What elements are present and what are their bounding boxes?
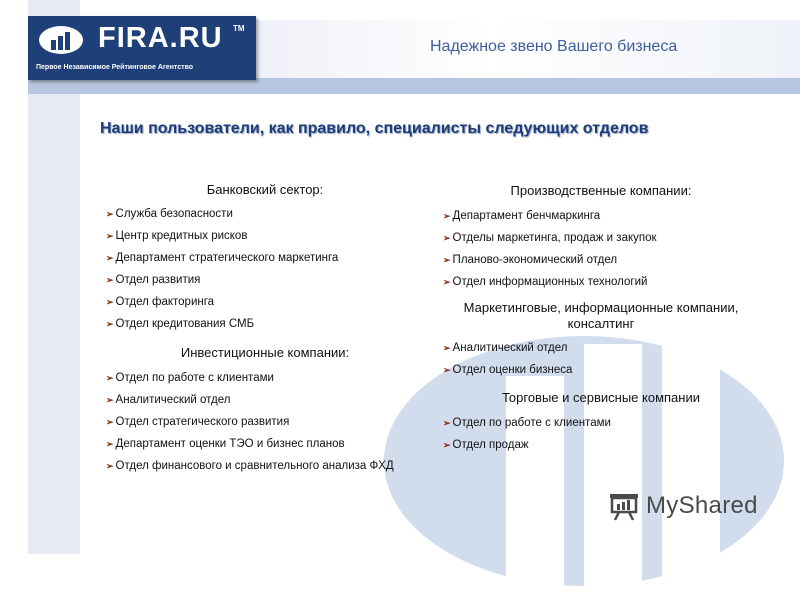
arrow-bullet-icon: ➢ [106, 231, 114, 241]
watermark-bar [662, 316, 720, 596]
list-item: ➢ Отдел развития [106, 274, 201, 286]
arrow-bullet-icon: ➢ [106, 461, 114, 471]
list-item: ➢ Отдел по работе с клиентами [106, 372, 274, 384]
arrow-bullet-icon: ➢ [106, 439, 114, 449]
arrow-bullet-icon: ➢ [443, 277, 451, 287]
header-slogan: Надежное звено Вашего бизнеса [430, 38, 678, 55]
list-item: ➢ Департамент оценки ТЭО и бизнес планов [106, 438, 345, 450]
arrow-bullet-icon: ➢ [443, 255, 451, 265]
arrow-bullet-icon: ➢ [106, 275, 114, 285]
myshared-text: MyShared [646, 492, 758, 519]
arrow-bullet-icon: ➢ [443, 418, 451, 428]
arrow-bullet-icon: ➢ [443, 365, 451, 375]
arrow-bullet-icon: ➢ [443, 343, 451, 353]
arrow-bullet-icon: ➢ [106, 209, 114, 219]
arrow-bullet-icon: ➢ [106, 253, 114, 263]
arrow-bullet-icon: ➢ [443, 211, 451, 221]
arrow-bullet-icon: ➢ [443, 440, 451, 450]
list-item: ➢ Центр кредитных рисков [106, 230, 248, 242]
logo-trademark: TM [233, 24, 245, 33]
arrow-bullet-icon: ➢ [106, 395, 114, 405]
list-item: ➢ Аналитический отдел [106, 394, 231, 406]
logo-mark-icon [38, 25, 84, 55]
watermark-bar [584, 344, 642, 594]
arrow-bullet-icon: ➢ [106, 417, 114, 427]
list-item: ➢ Отдел по работе с клиентами [443, 417, 611, 429]
arrow-bullet-icon: ➢ [106, 373, 114, 383]
list-item: ➢ Отдел оценки бизнеса [443, 364, 573, 376]
presentation-board-icon [608, 490, 640, 522]
fira-logo[interactable] [28, 16, 256, 80]
list-item: ➢ Департамент стратегического маркетинга [106, 252, 339, 264]
list-item: ➢ Аналитический отдел [443, 342, 568, 354]
list-item: ➢ Отдел финансового и сравнительного анализа ФХД [106, 460, 394, 472]
section-title-investment: Инвестиционные компании: [180, 345, 350, 360]
arrow-bullet-icon: ➢ [443, 233, 451, 243]
list-item: ➢ Отделы маркетинга, продаж и закупок [443, 232, 657, 244]
list-item: ➢ Департамент бенчмаркинга [443, 210, 601, 222]
blue-divider-band [28, 78, 800, 94]
section-title-banking: Банковский сектор: [206, 182, 324, 197]
section-title-manufacturing: Производственные компании: [510, 183, 692, 198]
list-item: ➢ Отдел кредитования СМБ [106, 318, 255, 330]
arrow-bullet-icon: ➢ [106, 297, 114, 307]
section-title-trade-services: Торговые и сервисные компании [501, 390, 700, 405]
list-item: ➢ Отдел стратегического развития [106, 416, 290, 428]
list-item: ➢ Отдел информационных технологий [443, 276, 648, 288]
list-item: ➢ Служба безопасности [106, 208, 233, 220]
watermark-bar [506, 376, 564, 596]
main-heading: Наши пользователи, как правило, специалисты следующих отделов [100, 120, 649, 137]
myshared-logo[interactable] [608, 490, 758, 522]
section-title-marketing-it: Маркетинговые, информационные компании, консалтинг [463, 300, 739, 331]
list-item: ➢ Отдел продаж [443, 439, 529, 451]
logo-text: FIRA.RU [98, 22, 223, 54]
logo-tagline: Первое Независимое Рейтинговое Агентство [36, 64, 194, 71]
list-item: ➢ Планово-экономический отдел [443, 254, 618, 266]
arrow-bullet-icon: ➢ [106, 319, 114, 329]
list-item: ➢ Отдел факторинга [106, 296, 215, 308]
